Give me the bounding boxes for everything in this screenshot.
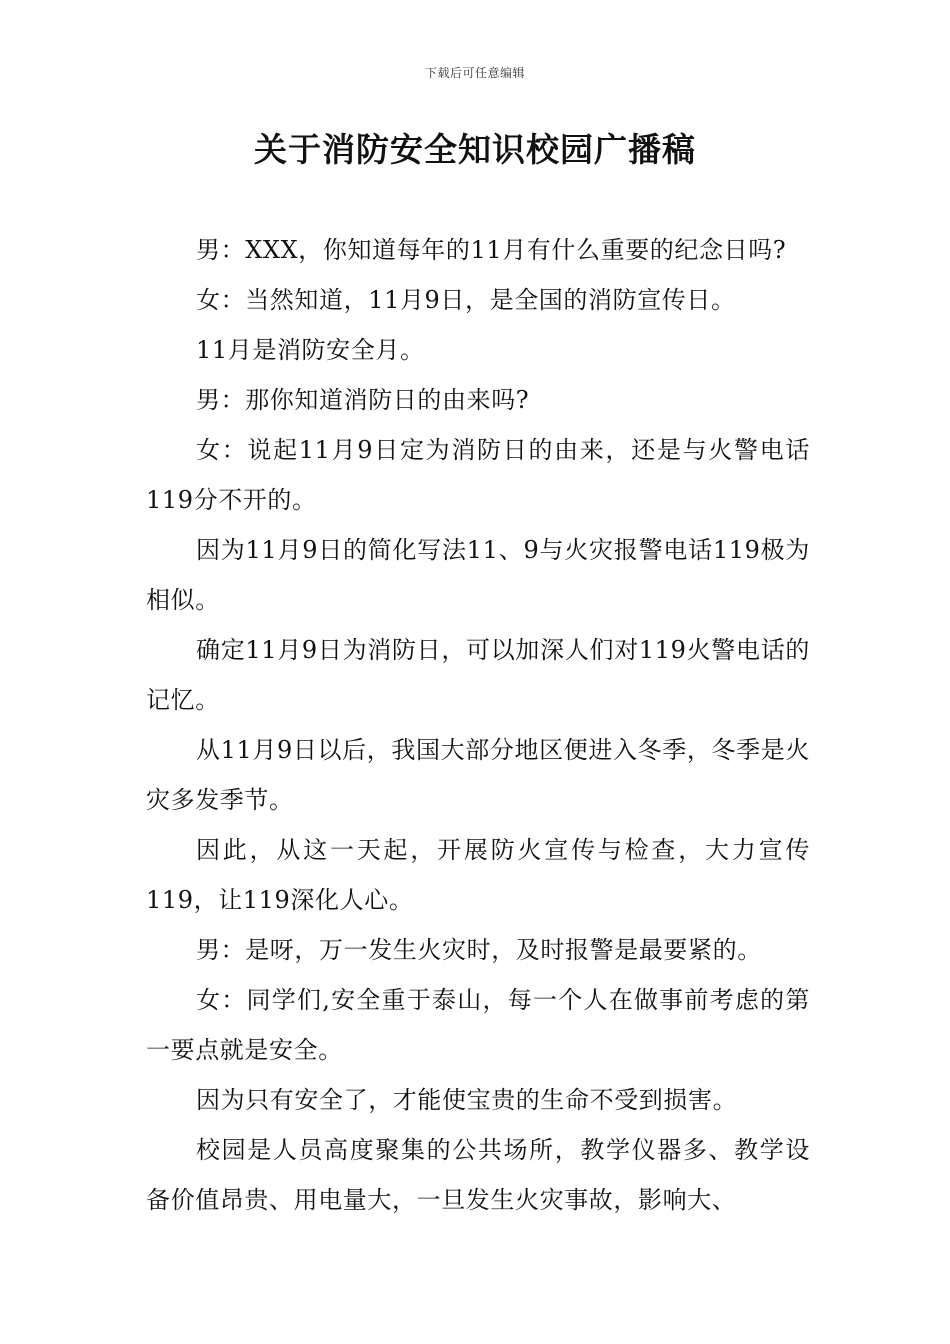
paragraph: 男：是呀，万一发生火灾时，及时报警是最要紧的。	[196, 936, 762, 964]
paragraph: 因为只有安全了，才能使宝贵的生命不受到损害。	[196, 1086, 738, 1114]
paragraph: 男：XXX，你知道每年的11月有什么重要的纪念日吗?	[196, 236, 787, 264]
paragraph: 从11月9日以后，我国大部分地区便进入冬季，冬季是火灾多发季节。	[146, 736, 810, 814]
paragraph: 女：同学们,安全重于泰山，每一个人在做事前考虑的第一要点就是安全。	[146, 986, 810, 1064]
paragraph: 11月是消防安全月。	[196, 336, 425, 364]
paragraph: 女：当然知道，11月9日，是全国的消防宣传日。	[196, 286, 736, 314]
document-body	[146, 225, 810, 1225]
document-title: 关于消防安全知识校园广播稿	[254, 130, 696, 169]
paragraph: 校园是人员高度聚集的公共场所，教学仪器多、教学设备价值昂贵、用电量大，一旦发生火灾事故，影响大、	[146, 1136, 810, 1214]
paragraph: 因为11月9日的简化写法11、9与火灾报警电话119极为相似。	[146, 536, 810, 614]
paragraph: 因此，从这一天起，开展防火宣传与检查，大力宣传119，让119深化人心。	[146, 836, 810, 914]
header-note: 下载后可任意编辑	[424, 66, 525, 80]
paragraph: 确定11月9日为消防日，可以加深人们对119火警电话的记忆。	[146, 636, 810, 714]
paragraph: 女：说起11月9日定为消防日的由来，还是与火警电话119分不开的。	[146, 436, 810, 514]
paragraph: 男：那你知道消防日的由来吗?	[196, 386, 530, 414]
